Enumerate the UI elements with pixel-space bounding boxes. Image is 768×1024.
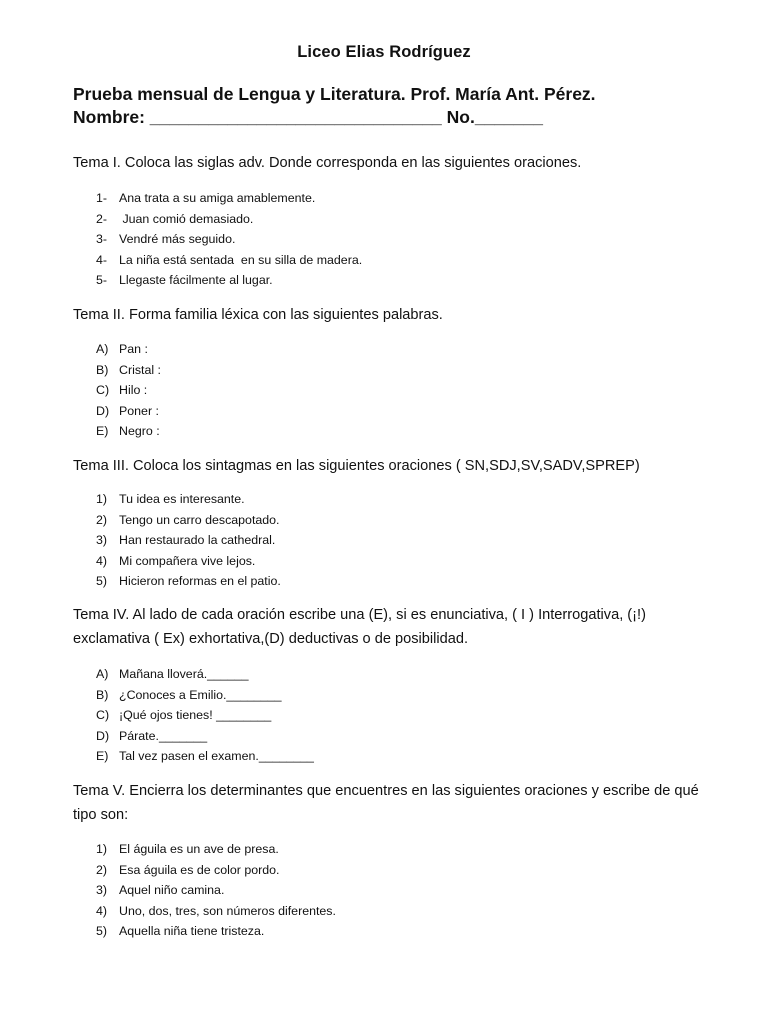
section-3-list [96,489,696,592]
item-marker: 4) [96,903,108,918]
section-3-title: Tema III. Coloca los sintagmas en las siguientes oraciones ( SN,SDJ,SV,SADV,SPREP) [73,458,640,474]
list-item [96,209,696,230]
list-item [96,188,696,209]
section-1-list [96,188,696,291]
list-item [96,489,696,510]
list-item [96,726,696,747]
item-marker: 5) [96,574,108,589]
list-item [96,860,696,881]
section-5-title: Tema V. Encierra los determinantes que encuentres en las siguientes oraciones y escribe de qué tipo son: [73,783,699,823]
item-marker: E) [96,424,109,439]
list-item [96,901,696,922]
item-marker: C) [96,383,110,398]
section-4-list [96,664,696,767]
item-text: Aquel niño camina. [119,883,225,898]
item-text: Vendré más seguido. [119,232,236,247]
item-marker: D) [96,403,110,418]
list-item [96,401,696,422]
list-item [96,839,696,860]
item-text: Mañana lloverá.______ [119,667,249,681]
list-item [96,705,696,726]
item-marker: A) [96,342,109,356]
item-marker: B) [96,362,109,377]
list-item [96,270,696,291]
item-marker: 5) [96,924,108,939]
section-2-list [96,339,696,442]
item-text: ¡Qué ojos tienes! ________ [119,708,272,723]
item-text: Tal vez pasen el examen.________ [119,749,314,764]
list-item [96,380,696,401]
item-marker: 1) [96,492,108,506]
item-text: Negro : [119,424,160,439]
item-marker: 2) [96,862,108,877]
item-text: Hilo : [119,383,148,398]
item-text: Cristal : [119,362,161,377]
exam-title: Prueba mensual de Lengua y Literatura. Prof. María Ant. Pérez. [73,84,596,104]
list-item [96,360,696,381]
list-item [96,229,696,250]
item-text: El águila es un ave de presa. [119,842,279,856]
list-item [96,571,696,592]
list-item [96,421,696,442]
item-marker: B) [96,687,109,702]
item-text: Esa águila es de color pordo. [119,862,280,877]
item-marker: 4) [96,553,108,568]
exam-header [73,83,713,129]
item-text: Hicieron reformas en el patio. [119,574,281,589]
item-text: La niña está sentada en su silla de madera. [119,252,363,267]
item-marker: 2- [96,211,108,226]
item-marker: 3) [96,533,108,548]
item-text: Juan comió demasiado. [119,211,254,226]
item-text: Uno, dos, tres, son números diferentes. [119,903,336,918]
item-marker: 5- [96,273,108,288]
item-marker: 1- [96,191,108,205]
section-2-title: Tema II. Forma familia léxica con las siguientes palabras. [73,307,443,323]
item-text: Tengo un carro descapotado. [119,512,280,527]
list-item [96,551,696,572]
item-marker: 3) [96,883,108,898]
item-marker: 2) [96,512,108,527]
section-5-list [96,839,696,942]
section-1-title: Tema I. Coloca las siglas adv. Donde corresponda en las siguientes oraciones. [73,155,582,171]
list-item [96,685,696,706]
item-text: Aquella niña tiene tristeza. [119,924,265,939]
list-item [96,250,696,271]
item-text: Llegaste fácilmente al lugar. [119,273,273,288]
item-marker: 1) [96,842,108,856]
item-marker: A) [96,667,109,681]
item-marker: 3- [96,232,108,247]
item-marker: D) [96,728,110,743]
item-marker: 4- [96,252,108,267]
item-marker: E) [96,749,109,764]
section-4-title: Tema IV. Al lado de cada oración escribe una (E), si es enunciativa, ( I ) Interrogativa, (¡!) exclamativa ( Ex) exhortativa,(D) deductivas o de posibilidad. [73,607,646,647]
school-name: Liceo Elias Rodríguez [297,43,471,61]
student-name-line: Nombre: ______________________________ No._______ [73,107,543,127]
list-item [96,746,696,767]
item-text: Tu idea es interesante. [119,492,245,506]
list-item [96,339,696,360]
item-text: ¿Conoces a Emilio.________ [119,687,282,702]
list-item [96,510,696,531]
item-text: Han restaurado la cathedral. [119,533,276,548]
item-text: Poner : [119,403,159,418]
list-item [96,921,696,942]
item-marker: C) [96,708,110,723]
list-item [96,880,696,901]
list-item [96,530,696,551]
item-text: Pan : [119,342,148,356]
item-text: Ana trata a su amiga amablemente. [119,191,316,205]
list-item [96,664,696,685]
item-text: Mi compañera vive lejos. [119,553,256,568]
item-text: Párate._______ [119,728,208,743]
